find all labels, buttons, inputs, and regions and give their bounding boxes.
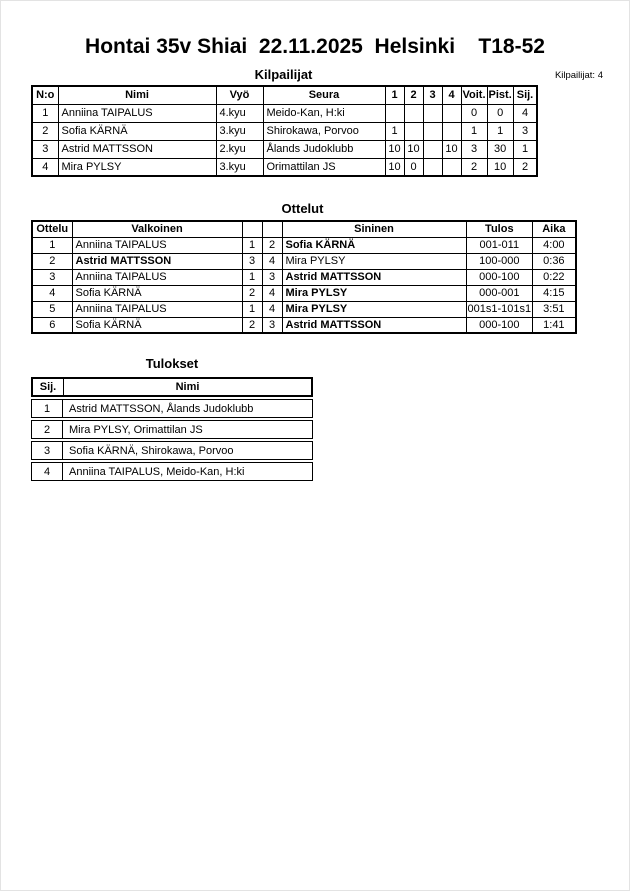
cell-white-no: 1 xyxy=(242,269,262,285)
column-header-blue-no xyxy=(262,221,282,237)
cell-score-1: 10 xyxy=(385,140,404,158)
cell-voit: 2 xyxy=(461,158,487,176)
kilpailijat-section-header xyxy=(31,67,603,82)
page-title: Hontai 35v Shiai 22.11.2025 Helsinki T18-52 xyxy=(85,35,545,58)
cell-voit: 1 xyxy=(461,122,487,140)
cell-pist: 30 xyxy=(487,140,513,158)
column-header-white-no xyxy=(242,221,262,237)
cell-white: Anniina TAIPALUS xyxy=(72,237,242,253)
cell-match-no: 6 xyxy=(32,317,72,333)
list-item xyxy=(31,420,313,439)
column-header-no: N:o xyxy=(32,86,58,104)
cell-blue-no: 3 xyxy=(262,317,282,333)
cell-nimi: Anniina TAIPALUS xyxy=(58,104,216,122)
cell-aika: 1:41 xyxy=(533,317,576,333)
tulokset-section-header xyxy=(31,356,313,371)
cell-white: Anniina TAIPALUS xyxy=(72,301,242,317)
column-header-valkoinen: Valkoinen xyxy=(72,221,242,237)
cell-pist: 10 xyxy=(487,158,513,176)
table-row xyxy=(32,301,576,317)
tulokset-table xyxy=(31,377,629,481)
cell-match-no: 5 xyxy=(32,301,72,317)
cell-blue: Mira PYLSY xyxy=(282,301,466,317)
column-header-2: 2 xyxy=(404,86,423,104)
cell-score-2: 10 xyxy=(404,140,423,158)
cell-match-no: 1 xyxy=(32,237,72,253)
cell-sij: 1 xyxy=(513,140,537,158)
cell-score-1: 1 xyxy=(385,122,404,140)
column-header-ottelu: Ottelu xyxy=(32,221,72,237)
kilpailijat-header-row xyxy=(32,86,537,104)
cell-white: Sofia KÄRNÄ xyxy=(72,285,242,301)
cell-aika: 3:51 xyxy=(533,301,576,317)
cell-nimi: Mira PYLSY, Orimattilan JS xyxy=(69,423,203,436)
cell-score-4 xyxy=(442,122,461,140)
list-item xyxy=(31,399,313,418)
cell-blue: Mira PYLSY xyxy=(282,253,466,269)
cell-white-no: 1 xyxy=(242,301,262,317)
cell-aika: 0:22 xyxy=(533,269,576,285)
cell-blue-no: 2 xyxy=(262,237,282,253)
cell-tulos: 100-000 xyxy=(466,253,533,269)
column-header-tulos: Tulos xyxy=(466,221,533,237)
column-header-sij: Sij. xyxy=(33,379,64,395)
cell-white: Sofia KÄRNÄ xyxy=(72,317,242,333)
tulokset-header-row xyxy=(31,377,313,397)
cell-score-4: 10 xyxy=(442,140,461,158)
cell-voit: 3 xyxy=(461,140,487,158)
cell-no: 2 xyxy=(32,122,58,140)
cell-score-2 xyxy=(404,104,423,122)
cell-blue: Astrid MATTSSON xyxy=(282,317,466,333)
cell-nimi: Sofia KÄRNÄ, Shirokawa, Porvoo xyxy=(69,444,234,457)
column-header-sininen: Sininen xyxy=(282,221,466,237)
cell-tulos: 000-100 xyxy=(466,317,533,333)
page-content xyxy=(31,67,629,481)
cell-score-2: 0 xyxy=(404,158,423,176)
cell-blue-no: 4 xyxy=(262,253,282,269)
cell-score-3 xyxy=(423,122,442,140)
column-header-pist: Pist. xyxy=(487,86,513,104)
cell-score-2 xyxy=(404,122,423,140)
list-item xyxy=(31,441,313,460)
cell-white-no: 1 xyxy=(242,237,262,253)
cell-nimi: Sofia KÄRNÄ xyxy=(58,122,216,140)
cell-no: 3 xyxy=(32,140,58,158)
list-item xyxy=(31,462,313,481)
table-row xyxy=(32,140,537,158)
cell-seura: Orimattilan JS xyxy=(263,158,385,176)
cell-sij: 3 xyxy=(513,122,537,140)
cell-match-no: 2 xyxy=(32,253,72,269)
cell-vyo: 4.kyu xyxy=(216,104,263,122)
cell-nimi: Anniina TAIPALUS, Meido-Kan, H:ki xyxy=(69,465,245,478)
ottelut-header-row xyxy=(32,221,576,237)
column-header-voit: Voit. xyxy=(461,86,487,104)
cell-tulos: 000-100 xyxy=(466,269,533,285)
column-header-nimi: Nimi xyxy=(175,381,200,393)
column-header-4: 4 xyxy=(442,86,461,104)
table-row xyxy=(32,253,576,269)
cell-blue-no: 4 xyxy=(262,301,282,317)
cell-white-no: 2 xyxy=(242,317,262,333)
cell-sij: 2 xyxy=(513,158,537,176)
cell-sij: 3 xyxy=(32,442,63,459)
cell-aika: 4:00 xyxy=(533,237,576,253)
cell-vyo: 2.kyu xyxy=(216,140,263,158)
cell-aika: 0:36 xyxy=(533,253,576,269)
cell-white: Astrid MATTSSON xyxy=(72,253,242,269)
column-header-seura: Seura xyxy=(263,86,385,104)
cell-vyo: 3.kyu xyxy=(216,158,263,176)
cell-nimi: Astrid MATTSSON, Ålands Judoklubb xyxy=(69,402,254,415)
table-row xyxy=(32,285,576,301)
column-header-3: 3 xyxy=(423,86,442,104)
cell-white: Anniina TAIPALUS xyxy=(72,269,242,285)
cell-tulos: 001s1-101s1 xyxy=(467,303,532,315)
cell-blue: Mira PYLSY xyxy=(282,285,466,301)
kilpailijat-heading: Kilpailijat xyxy=(254,67,313,82)
cell-score-3 xyxy=(423,158,442,176)
cell-score-1 xyxy=(385,104,404,122)
tulokset-heading: Tulokset xyxy=(145,356,199,371)
cell-sij: 2 xyxy=(32,421,63,438)
ottelut-table xyxy=(31,220,577,334)
kilpailijat-count: Kilpailijat: 4 xyxy=(554,70,603,81)
column-header-sij: Sij. xyxy=(513,86,537,104)
cell-seura: Meido-Kan, H:ki xyxy=(263,104,385,122)
cell-score-3 xyxy=(423,140,442,158)
column-header-vyo: Vyö xyxy=(216,86,263,104)
cell-blue: Astrid MATTSSON xyxy=(282,269,466,285)
cell-pist: 1 xyxy=(487,122,513,140)
cell-no: 4 xyxy=(32,158,58,176)
cell-blue-no: 4 xyxy=(262,285,282,301)
cell-no: 1 xyxy=(32,104,58,122)
cell-tulos: 000-001 xyxy=(466,285,533,301)
cell-sij: 4 xyxy=(32,463,63,480)
cell-vyo: 3.kyu xyxy=(216,122,263,140)
cell-match-no: 3 xyxy=(32,269,72,285)
table-row xyxy=(32,104,537,122)
table-row xyxy=(32,122,537,140)
cell-tulos: 001-011 xyxy=(466,237,533,253)
table-row xyxy=(32,237,576,253)
cell-nimi: Astrid MATTSSON xyxy=(58,140,216,158)
cell-nimi: Mira PYLSY xyxy=(58,158,216,176)
cell-aika: 4:15 xyxy=(533,285,576,301)
cell-seura: Shirokawa, Porvoo xyxy=(263,122,385,140)
column-header-nimi: Nimi xyxy=(58,86,216,104)
cell-white-no: 2 xyxy=(242,285,262,301)
cell-blue: Sofia KÄRNÄ xyxy=(282,237,466,253)
cell-score-1: 10 xyxy=(385,158,404,176)
cell-voit: 0 xyxy=(461,104,487,122)
cell-blue-no: 3 xyxy=(262,269,282,285)
column-header-aika: Aika xyxy=(533,221,576,237)
table-row xyxy=(32,269,576,285)
cell-pist: 0 xyxy=(487,104,513,122)
cell-score-3 xyxy=(423,104,442,122)
column-header-1: 1 xyxy=(385,86,404,104)
kilpailijat-table xyxy=(31,85,538,177)
cell-score-4 xyxy=(442,104,461,122)
cell-sij: 1 xyxy=(32,400,63,417)
cell-sij: 4 xyxy=(513,104,537,122)
cell-seura: Ålands Judoklubb xyxy=(263,140,385,158)
cell-score-4 xyxy=(442,158,461,176)
cell-match-no: 4 xyxy=(32,285,72,301)
ottelut-heading: Ottelut xyxy=(281,201,324,216)
cell-white-no: 3 xyxy=(242,253,262,269)
table-row xyxy=(32,158,537,176)
ottelut-section-header xyxy=(31,201,574,216)
table-row xyxy=(32,317,576,333)
